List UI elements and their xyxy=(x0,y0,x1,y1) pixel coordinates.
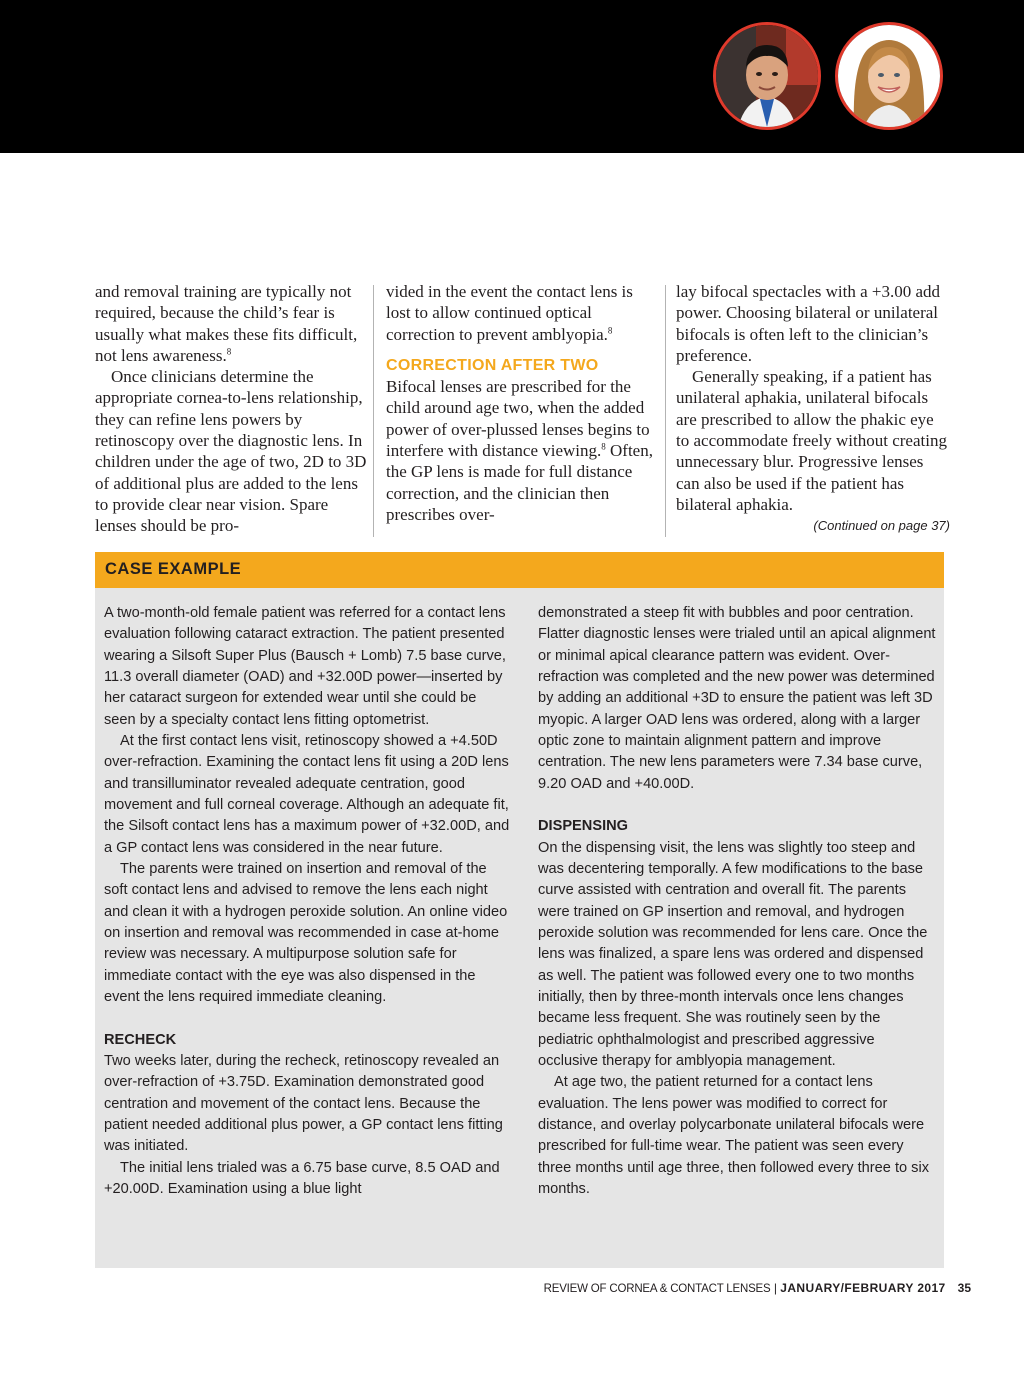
section-heading: CORRECTION AFTER TWO xyxy=(386,356,599,374)
recheck-heading: RECHECK xyxy=(104,1031,177,1048)
footer-separator: | xyxy=(770,1281,781,1295)
author-photo-woman xyxy=(835,22,943,130)
case-column-left xyxy=(104,603,512,1200)
case-example-box xyxy=(95,552,944,1268)
case-paragraph: A two-month-old female patient was referred for a contact lens evaluation following cataract extraction. The patient presented wearing a Silsoft Super Plus (Bausch + Lomb) 7.5 base curve, 11.3 overall diameter (OAD) and +32.00D power—inserted by her cataract surgeon for extended wear until she could be seen by a specialty contact lens fitting optometrist. xyxy=(104,605,506,728)
continued-note: (Continued on page 37) xyxy=(813,518,950,534)
issue-date: JANUARY/FEBRUARY 2017 xyxy=(780,1281,946,1295)
column-divider xyxy=(665,285,666,537)
case-paragraph: At the first contact lens visit, retinoscopy showed a +4.50D over-refraction. Examining the contact lens fit using a 20D lens and transilluminator revealed adequate centration, good movement and full corneal coverage. Although an adequate fit, the Silsoft contact lens has a maximum power of +32.00D, and a GP contact lens was considered in the near future. xyxy=(104,732,510,856)
case-paragraph: The initial lens trialed was a 6.75 base curve, 8.5 OAD and +20.00D. Examination using a blue light xyxy=(104,1159,500,1197)
column-divider xyxy=(373,285,374,537)
article-paragraph: lay bifocal spectacles with a +3.00 add power. Choosing bilateral or unilateral bifocals is often left to the clinician’s preference. xyxy=(676,282,941,365)
case-paragraph: Two weeks later, during the recheck, retinoscopy revealed an over-refraction of +3.75D. Examination demonstrated good centration and movement of the contact lens. Because the patient needed additional plus power, a GP contact lens fitting was initiated. xyxy=(104,1052,503,1155)
case-paragraph: On the dispensing visit, the lens was slightly too steep and was decentering temporally. A few modifications to the base curve assisted with centration and overall fit. The parents were trained on GP insertion and removal, and hydrogen peroxide solution was recommended for lens care. Once the lens was finalized, a spare lens was ordered and dispensed as well. The patient was followed every one to two months initially, then by three-month intervals once lens changes became less frequent. She was routinely seen by the pediatric ophthalmologist and prescribed aggressive occlusive therapy for amblyopia management. xyxy=(538,839,928,1069)
article-paragraph: and removal training are typically not required, because the child’s fear is usually what makes these fits difficult, not lens awareness.$^8$ xyxy=(95,282,358,365)
page-footer xyxy=(544,1281,971,1295)
page-number: 35 xyxy=(957,1281,971,1295)
article-column-2 xyxy=(386,281,658,525)
publication-name: REVIEW OF CORNEA & CONTACT LENSES xyxy=(543,1283,771,1295)
case-column-right xyxy=(538,603,938,1200)
article-column-1 xyxy=(95,281,371,537)
article-paragraph: vided in the event the contact lens is lost to allow continued optical correction to prevent amblyopia.$^8$ xyxy=(386,282,633,344)
article-paragraph: Once clinicians determine the appropriate cornea-to-lens relationship, they can refine lens powers by retinoscopy over the diagnostic lens. In children under the age of two, 2D to 3D of additional plus are added to the lens to provide clear near vision. Spare lenses should be pro- xyxy=(95,367,367,536)
case-paragraph: demonstrated a steep fit with bubbles and poor centration. Flatter diagnostic lenses were trialed until an apical alignment or minimal apical clearance pattern was evident. Over-refraction was completed and the new power was determined by adding an additional +3D to ensure the patient was left 3D myopic. A larger OAD lens was ordered, along with a larger optic zone to maintain alignment pattern and improve centration. The new lens parameters were 7.34 base curve, 9.20 OAD and +40.00D. xyxy=(538,605,936,792)
case-paragraph: The parents were trained on insertion and removal of the soft contact lens and advised to remove the lens each night and clean it with a hydrogen peroxide solution. An online video on insertion and removal was recommended in case at-home review was necessary. A multipurpose solution safe for immediate contact with the eye was also dispensed in the event the lens required immediate cleaning. xyxy=(104,860,508,1005)
article-paragraph: Bifocal lenses are prescribed for the child around age two, when the added power of over-plussed lenses begins to interfere with distance viewing.$^8$ Often, the GP lens is made for full distance correction, and the clinician then prescribes over- xyxy=(386,377,653,524)
author-photo-man xyxy=(713,22,821,130)
article-paragraph: Generally speaking, if a patient has unilateral aphakia, unilateral bifocals are prescribed to allow the phakic eye to accommodate freely without creating unnecessary blur. Progressive lenses can also be used if the patient has bilateral aphakia. xyxy=(676,367,947,514)
article-column-3 xyxy=(676,281,950,537)
case-example-title: CASE EXAMPLE xyxy=(105,560,242,578)
case-paragraph: At age two, the patient returned for a contact lens evaluation. The lens power was modified to correct for distance, and overlay polycarbonate unilateral bifocals were prescribed for full-time wear. The patient was seen every three months until age three, then followed every three to six months. xyxy=(538,1074,930,1197)
case-example-header xyxy=(95,552,944,588)
dispensing-heading: DISPENSING xyxy=(538,818,629,835)
